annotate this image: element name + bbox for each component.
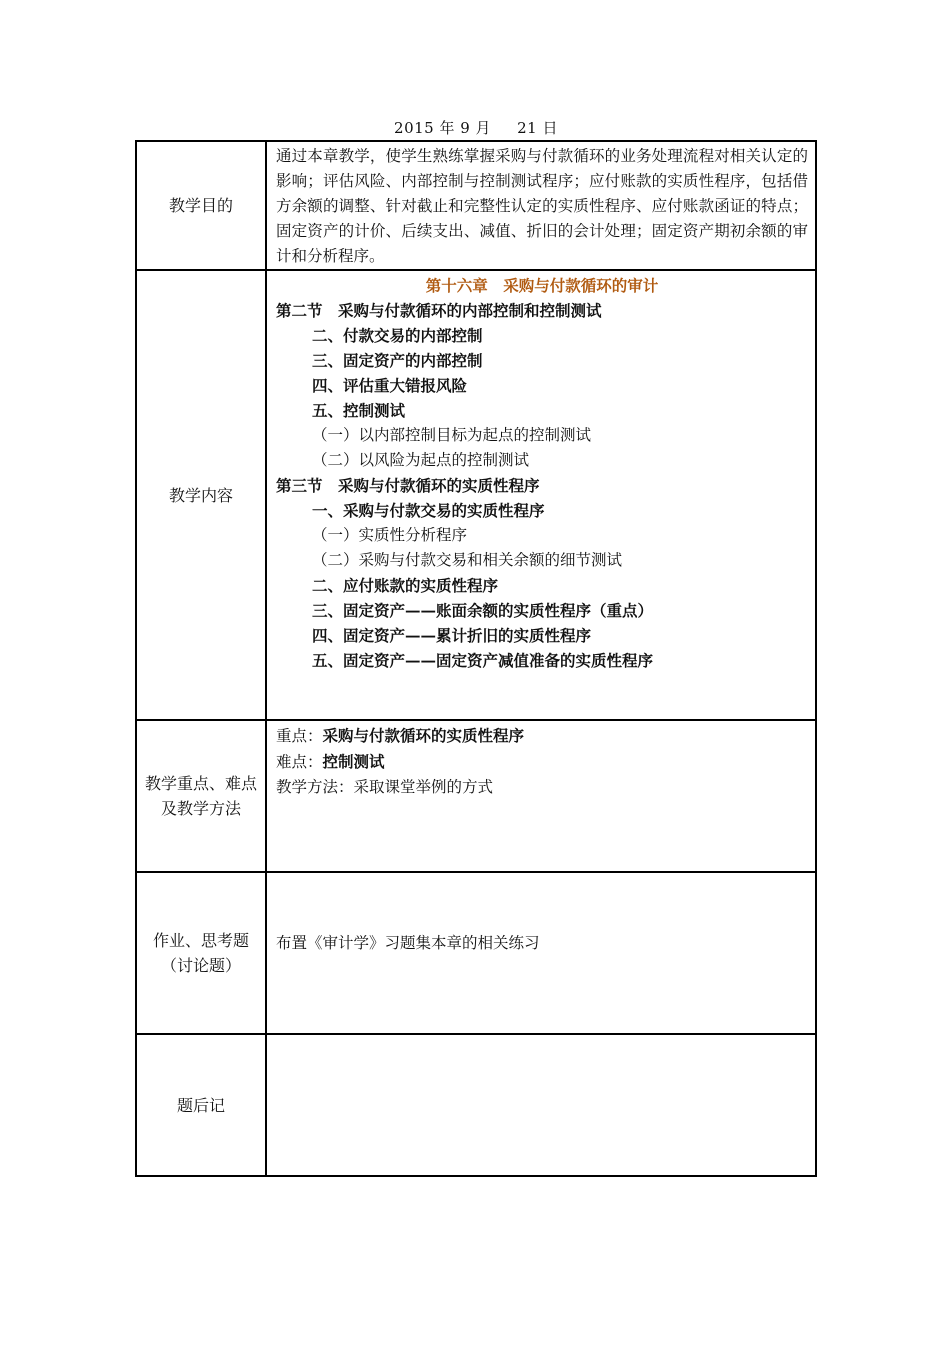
outline-item: 三、固定资产的内部控制	[312, 351, 483, 370]
homework-cell	[266, 872, 816, 1034]
outline-item: 一、采购与付款交易的实质性程序	[312, 501, 545, 520]
row-content	[136, 270, 816, 720]
outline-item: 四、固定资产——累计折旧的实质性程序	[312, 626, 592, 645]
key-point-value: 采购与付款循环的实质性程序	[322, 726, 525, 745]
objective-text: 通过本章教学，使学生熟练掌握采购与付款循环的业务处理流程对相关认定的影响；评估风险、内部控制与控制测试程序；应付账款的实质性程序，包括借方余额的调整、针对截止和完整性认定的实质性程序、应付账款函证的特点；固定资产的计价、后续支出、减值、折旧的会计处理；固定资产期初余额的审计和分析程序。	[266, 141, 816, 270]
key-point-line	[276, 723, 808, 749]
section-title: 第二节 采购与付款循环的内部控制和控制测试	[276, 301, 602, 320]
difficulty-value: 控制测试	[322, 752, 385, 771]
row-objective	[136, 141, 816, 270]
label-objective: 教学目的	[136, 141, 266, 270]
label-postscript: 题后记	[136, 1034, 266, 1176]
key-points-cell	[266, 720, 816, 872]
outline-subitem: （二）以风险为起点的控制测试	[312, 451, 530, 469]
outline-subitem: （一）以内部控制目标为起点的控制测试	[312, 426, 592, 444]
label-key-points: 教学重点、难点及教学方法	[136, 720, 266, 872]
lesson-plan-table	[135, 140, 817, 1177]
lesson-date: 2015 年 9 月 21 日	[394, 119, 558, 137]
outline-item: 二、应付账款的实质性程序	[312, 576, 499, 595]
postscript-cell	[266, 1034, 816, 1176]
difficulty-line	[276, 749, 808, 775]
method-line: 教学方法：采取课堂举例的方式	[276, 778, 494, 796]
outline-item: 四、评估重大错报风险	[312, 376, 468, 395]
content-cell	[266, 270, 816, 720]
outline-item: 二、付款交易的内部控制	[312, 326, 483, 345]
homework-text: 布置《审计学》习题集本章的相关练习	[276, 934, 540, 952]
outline-item: 三、固定资产——账面余额的实质性程序（重点）	[312, 601, 654, 620]
difficulty-prefix: 难点：	[276, 753, 323, 771]
outline-subitem: （二）采购与付款交易和相关余额的细节测试	[312, 551, 623, 569]
label-homework: 作业、思考题（讨论题）	[136, 872, 266, 1034]
outline-item: 五、固定资产——固定资产减值准备的实质性程序	[312, 651, 654, 670]
key-point-prefix: 重点：	[276, 727, 323, 745]
row-homework	[136, 872, 816, 1034]
row-key-points	[136, 720, 816, 872]
outline-item: 五、控制测试	[312, 401, 406, 420]
chapter-title: 第十六章 采购与付款循环的审计	[425, 276, 659, 295]
row-postscript	[136, 1034, 816, 1176]
outline-subitem: （一）实质性分析程序	[312, 526, 468, 544]
section-title: 第三节 采购与付款循环的实质性程序	[276, 476, 540, 495]
label-content: 教学内容	[136, 270, 266, 720]
